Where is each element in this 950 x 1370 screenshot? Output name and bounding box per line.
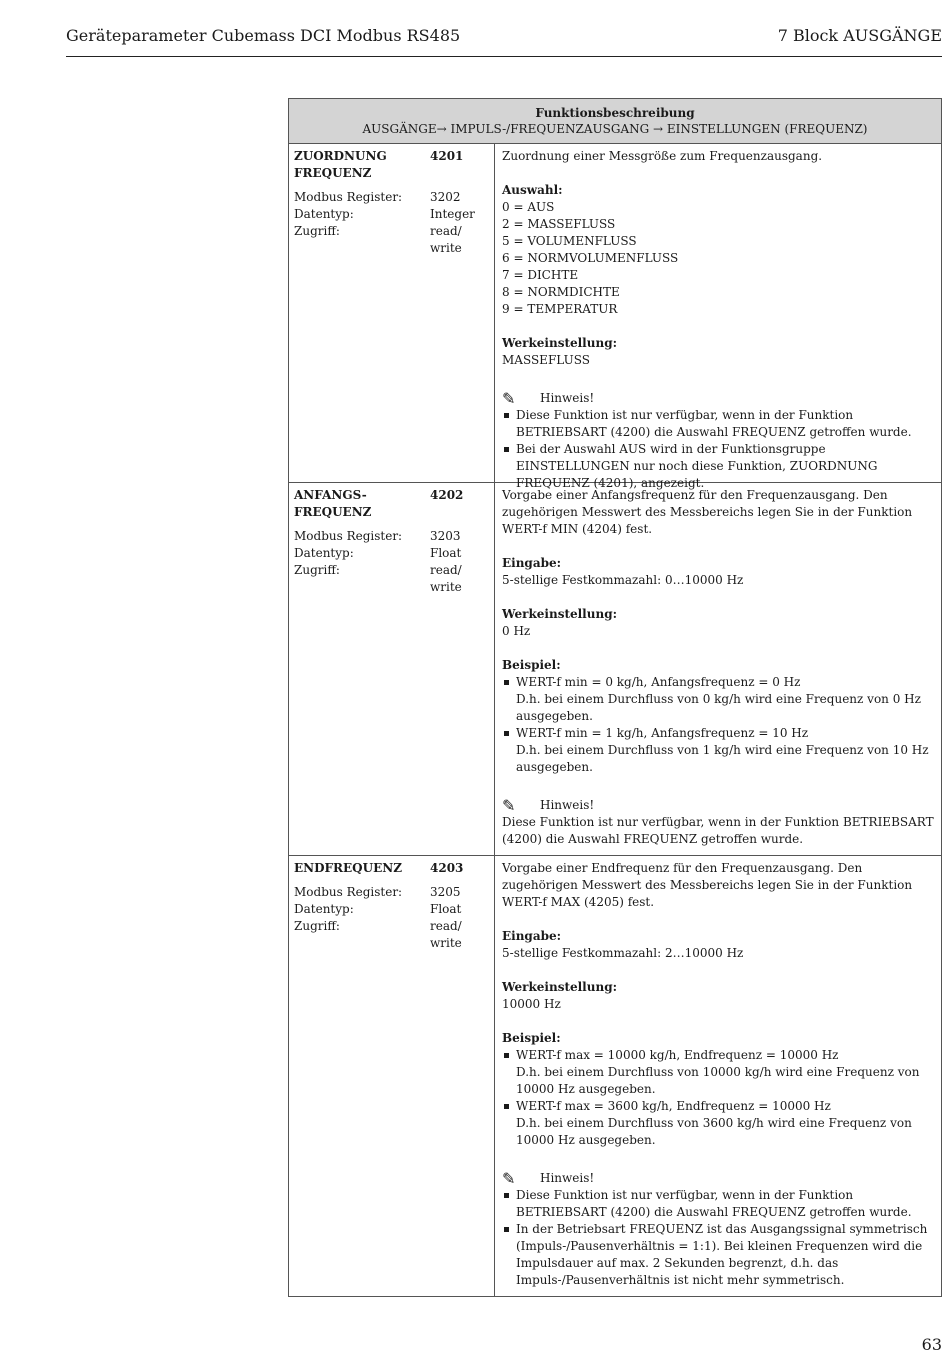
table-header-path: AUSGÄNGE→ IMPULS-/FREQUENZAUSGANG → EINSTELLUNGEN (FREQUENZ) <box>362 122 868 136</box>
register-label: Modbus Register: <box>294 190 403 204</box>
hint-label: Hinweis! <box>540 391 595 405</box>
example-label: Beispiel: <box>502 658 561 672</box>
chapter-title: 7 Block AUSGÄNGE <box>777 26 942 45</box>
access-label: Zugriff: <box>294 919 340 933</box>
pencil-icon: ✎ <box>502 796 516 815</box>
input-label: Eingabe: <box>502 929 562 943</box>
input-label: Eingabe: <box>502 556 562 570</box>
register-value: 3203 <box>430 529 461 543</box>
access-label: Zugriff: <box>294 563 340 577</box>
pencil-icon: ✎ <box>502 389 516 408</box>
example-detail: D.h. bei einem Durchfluss von 10000 kg/h wird eine Frequenz von 10000 Hz ausgegeben. <box>516 1065 920 1096</box>
datatype-value: Float <box>430 902 462 916</box>
function-description-cell <box>495 483 941 855</box>
function-info-cell <box>289 856 495 1296</box>
list-item <box>502 1047 935 1098</box>
example-detail: D.h. bei einem Durchfluss von 0 kg/h wird eine Frequenz von 0 Hz ausgegeben. <box>516 692 921 723</box>
option-item: 6 = NORMVOLUMENFLUSS <box>502 251 679 265</box>
hint-label: Hinweis! <box>540 1171 595 1185</box>
pencil-icon: ✎ <box>502 1169 516 1188</box>
example-list <box>502 674 935 776</box>
hint-heading <box>502 390 935 407</box>
hint-list <box>502 1187 935 1289</box>
datatype-value: Integer <box>430 207 475 221</box>
function-info-cell <box>289 483 495 855</box>
datatype-label: Datentyp: <box>294 546 354 560</box>
register-label: Modbus Register: <box>294 529 403 543</box>
access-value: read/ write <box>430 224 462 255</box>
register-label: Modbus Register: <box>294 885 403 899</box>
option-item: 9 = TEMPERATUR <box>502 302 618 316</box>
list-item <box>502 1098 935 1149</box>
page-number: 63 <box>921 1335 942 1354</box>
example-label: Beispiel: <box>502 1031 561 1045</box>
example-line: WERT-f max = 3600 kg/h, Endfrequenz = 10000 Hz <box>516 1099 831 1113</box>
default-value: 10000 Hz <box>502 997 561 1011</box>
table-header <box>288 98 942 144</box>
page-header <box>66 26 942 57</box>
function-info-cell <box>289 144 495 482</box>
default-value: 0 Hz <box>502 624 531 638</box>
register-value: 3202 <box>430 190 461 204</box>
function-name: ZUORDNUNG FREQUENZ <box>294 149 387 180</box>
option-item: 0 = AUS <box>502 200 555 214</box>
register-value: 3205 <box>430 885 461 899</box>
function-description-cell <box>495 144 941 490</box>
list-item <box>502 725 935 776</box>
example-list <box>502 1047 935 1149</box>
description-text: Vorgabe einer Anfangsfrequenz für den Frequenzausgang. Den zugehörigen Messwert des Messbereichs legen Sie in der Funktion WERT-f MIN (4204) fest. <box>502 488 913 536</box>
example-detail: D.h. bei einem Durchfluss von 1 kg/h wird eine Frequenz von 10 Hz ausgegeben. <box>516 743 929 774</box>
input-value: 5-stellige Festkommazahl: 2…10000 Hz <box>502 946 744 960</box>
access-value: read/ write <box>430 563 462 594</box>
table-header-title: Funktionsbeschreibung <box>535 106 695 120</box>
option-item: 5 = VOLUMENFLUSS <box>502 234 637 248</box>
datatype-value: Float <box>430 546 462 560</box>
option-item: 7 = DICHTE <box>502 268 579 282</box>
example-line: WERT-f min = 0 kg/h, Anfangsfrequenz = 0 Hz <box>516 675 801 689</box>
function-table <box>288 98 942 1297</box>
function-number: 4201 <box>430 149 464 163</box>
input-value: 5-stellige Festkommazahl: 0…10000 Hz <box>502 573 744 587</box>
option-item: 8 = NORMDICHTE <box>502 285 620 299</box>
table-row <box>288 144 942 490</box>
list-item <box>502 674 935 725</box>
hint-list <box>502 407 935 492</box>
function-name: ENDFREQUENZ <box>294 861 402 875</box>
default-label: Werkeinstellung: <box>502 336 618 350</box>
datatype-label: Datentyp: <box>294 902 354 916</box>
default-label: Werkeinstellung: <box>502 980 618 994</box>
hint-heading <box>502 797 935 814</box>
list-item: In der Betriebsart FREQUENZ ist das Ausgangssignal symmetrisch (Impuls-/Pausenverhältnis = 1:1). Bei kleinen Frequenzen wird die Impulsdauer auf max. 2 Sekunden begrenzt, d.h. das Impuls-/Pausenverhältnis ist nicht mehr symmetrisch. <box>502 1221 935 1289</box>
list-item: Bei der Auswahl AUS wird in der Funktionsgruppe EINSTELLUNGEN nur noch diese Funktion, ZUORDNUNG FREQUENZ (4201), angezeigt. <box>502 441 935 492</box>
function-number: 4203 <box>430 861 464 875</box>
description-text: Zuordnung einer Messgröße zum Frequenzausgang. <box>502 149 823 163</box>
description-text: Vorgabe einer Endfrequenz für den Frequenzausgang. Den zugehörigen Messwert des Messbereichs legen Sie in der Funktion WERT-f MAX (4205) fest. <box>502 861 913 909</box>
datatype-label: Datentyp: <box>294 207 354 221</box>
example-line: WERT-f min = 1 kg/h, Anfangsfrequenz = 10 Hz <box>516 726 809 740</box>
list-item: Diese Funktion ist nur verfügbar, wenn in der Funktion BETRIEBSART (4200) die Auswahl FREQUENZ getroffen wurde. <box>502 1187 935 1221</box>
default-value: MASSEFLUSS <box>502 353 590 367</box>
function-description-cell <box>495 856 941 1296</box>
function-number: 4202 <box>430 488 464 502</box>
access-label: Zugriff: <box>294 224 340 238</box>
list-item: Diese Funktion ist nur verfügbar, wenn in der Funktion BETRIEBSART (4200) die Auswahl FREQUENZ getroffen wurde. <box>502 407 935 441</box>
access-value: read/ write <box>430 919 462 950</box>
table-row <box>288 856 942 1297</box>
default-label: Werkeinstellung: <box>502 607 618 621</box>
selection-label: Auswahl: <box>502 183 563 197</box>
option-item: 2 = MASSEFLUSS <box>502 217 616 231</box>
hint-heading <box>502 1170 935 1187</box>
hint-label: Hinweis! <box>540 798 595 812</box>
hint-text: Diese Funktion ist nur verfügbar, wenn in der Funktion BETRIEBSART (4200) die Auswahl FREQUENZ getroffen wurde. <box>502 815 934 846</box>
example-detail: D.h. bei einem Durchfluss von 3600 kg/h wird eine Frequenz von 10000 Hz ausgegeben. <box>516 1116 912 1147</box>
table-row <box>288 483 942 856</box>
example-line: WERT-f max = 10000 kg/h, Endfrequenz = 10000 Hz <box>516 1048 839 1062</box>
document-title: Geräteparameter Cubemass DCI Modbus RS485 <box>66 26 461 45</box>
function-name: ANFANGS-FREQUENZ <box>294 488 372 519</box>
